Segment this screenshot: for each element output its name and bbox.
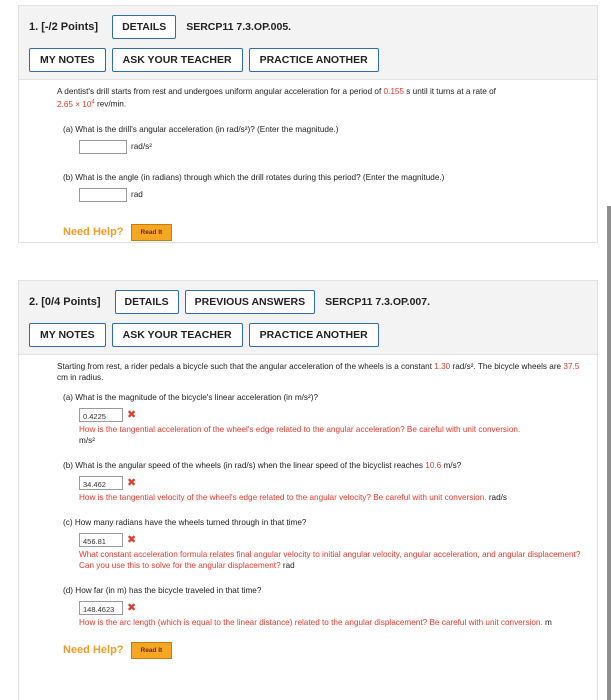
read-it-button[interactable]: Read It: [131, 642, 173, 659]
answer-b-input[interactable]: 34.462: [79, 476, 123, 490]
answer-d-input[interactable]: 148.4623: [79, 601, 123, 615]
part-b-question: (b) What is the angle (in radians) through which the drill rotates during this period? (Enter the magnitude.): [63, 172, 445, 182]
details-button[interactable]: DETAILS: [112, 15, 176, 39]
ask-teacher-button[interactable]: ASK YOUR TEACHER: [112, 323, 243, 347]
scrollbar[interactable]: [607, 206, 611, 700]
part-a-hint: How is the tangential acceleration of the wheel's edge related to the angular acceleration? Be careful with unit conversion. m/s²: [79, 425, 521, 445]
question-2-header: [19, 281, 597, 355]
read-it-button[interactable]: Read It: [131, 224, 173, 241]
answer-a-input[interactable]: [79, 140, 127, 154]
question-2-panel: [18, 280, 598, 700]
part-b-question: (b) What is the angular speed of the wheels (in rad/s) when the linear speed of the bicyclist reaches 10.6 m/s?: [63, 461, 462, 470]
part-d-hint: How is the arc length (which is equal to the linear distance) related to the angular displacement? Be careful with unit conversion. m: [79, 618, 552, 627]
part-a-question: (a) What is the drill's angular acceleration (in rad/s²)? (Enter the magnitude.): [63, 124, 339, 134]
part-c: [57, 517, 585, 571]
question-points: 2. [0/4 Points]: [29, 296, 101, 308]
answer-c-input[interactable]: 456.81: [79, 533, 123, 547]
my-notes-button[interactable]: MY NOTES: [29, 48, 106, 72]
part-a-question: (a) What is the magnitude of the bicycle's linear acceleration (in m/s²)?: [63, 393, 319, 402]
previous-answers-button[interactable]: PREVIOUS ANSWERS: [185, 290, 315, 314]
part-b: [57, 460, 585, 503]
question-code: SERCP11 7.3.OP.007.: [325, 296, 431, 308]
part-a: [57, 124, 585, 154]
part-d: [57, 585, 585, 628]
question-points: 1. [-/2 Points]: [29, 21, 99, 33]
part-c-question: (c) How many radians have the wheels turned through in that time?: [63, 518, 307, 527]
question-1-panel: [18, 5, 598, 243]
details-button[interactable]: DETAILS: [115, 290, 179, 314]
part-b-hint: How is the tangential velocity of the wheel's edge related to the angular velocity? Be careful with unit conversion. rad/s: [79, 493, 508, 502]
incorrect-x-icon: ✖: [127, 601, 137, 614]
part-d-question: (d) How far (in m) has the bicycle traveled in that time?: [63, 586, 262, 595]
practice-another-button[interactable]: PRACTICE ANOTHER: [249, 48, 379, 72]
ask-teacher-button[interactable]: ASK YOUR TEACHER: [112, 48, 243, 72]
answer-b-unit: rad: [131, 190, 143, 200]
part-c-hint: What constant acceleration formula relates final angular velocity to initial angular velocity, angular acceleration, and angular displacement? Can you use this to solve for the angular displacement? rad: [79, 550, 581, 570]
question-code: SERCP11 7.3.OP.005.: [186, 21, 292, 33]
part-b: [57, 172, 585, 202]
answer-a-unit: rad/s²: [131, 142, 152, 152]
practice-another-button[interactable]: PRACTICE ANOTHER: [249, 323, 379, 347]
question-text: A dentist's drill starts from rest and undergoes uniform angular acceleration for a period of 0.155 s until it turns at a rate of $2.65 \times 10^4$ rev/min.: [57, 87, 496, 109]
incorrect-x-icon: ✖: [127, 533, 137, 546]
answer-a-input[interactable]: 0.4225: [79, 408, 123, 422]
need-help-label: Need Help?: [63, 225, 124, 238]
my-notes-button[interactable]: MY NOTES: [29, 323, 106, 347]
answer-b-input[interactable]: [79, 188, 127, 202]
question-1-header: [19, 6, 597, 80]
need-help-label: Need Help?: [63, 644, 124, 656]
incorrect-x-icon: ✖: [127, 476, 137, 489]
incorrect-x-icon: ✖: [127, 408, 137, 421]
part-a: [57, 392, 585, 446]
question-text: Starting from rest, a rider pedals a bicycle such that the angular acceleration of the wheels is a constant 1.30 rad/s². The bicycle wheels are 37.5 cm in radius.: [57, 362, 580, 382]
